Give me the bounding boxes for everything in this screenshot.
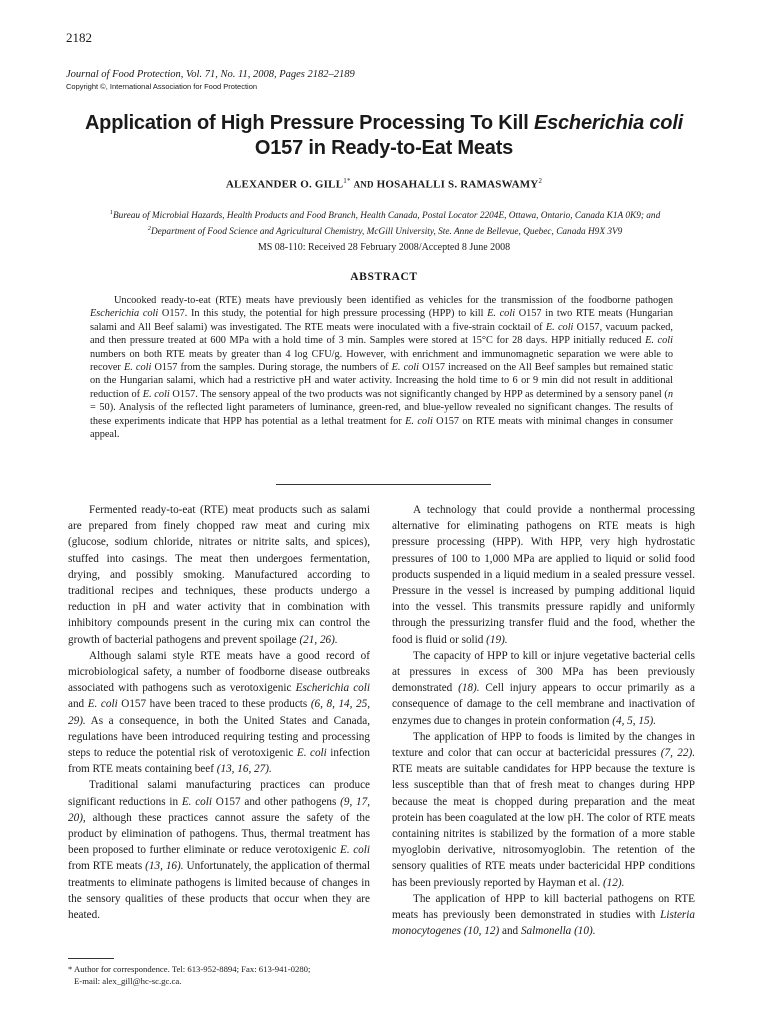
paragraph-text: Fermented ready-to-eat (RTE) meat products such as salami are prepared from finely chopped raw meat and curing mix (glucose, sodium chloride, nitrates or nitrite salts, and spices), stuffed into casings. The meat then undergoes fermentation, drying, and possibly smoking. Manufactured according to traditional recipes and techniques, these products undergo a reduction in pH and water activity that in combination with inhibitory compounds present in the curing mix can control the growth of bacterial pathogens and prevent spoilage [68,504,370,646]
copyright-line: Copyright ©, International Association for Food Protection [66,82,258,91]
italic-term: Salmonella [520,925,572,938]
author-2: HOSAHALLI S. RAMASWAMY [376,178,539,191]
paragraph-text: and [499,925,521,938]
author-2-marker: 2 [538,177,543,185]
paragraph-text: infection from RTE meats containing beef [68,747,370,776]
abstract-segment: O157 on RTE meats with minimal changes in consumer appeal. [90,415,673,441]
paragraph-text: Although salami style RTE meats have a good record of microbiological safety, a number of foodborne disease outbreaks associated with pathogens such as verotoxigenic [68,649,370,695]
italic-term: E. coli [87,698,118,711]
paragraph-text: from RTE meats [68,860,146,873]
section-divider [276,484,491,485]
paragraph-text: RTE meats are suitable candidates for HPP because the texture is less susceptible than that of fresh meat to changes during HPP because the meat is chopped during preparation and the meat protein has been coagulated at the low pH. The color of RTE meats containing nitrites is stabilized by the formation of a more stable myoglobin derivative, nitrosomyoglobin. The retention of the sensory qualities of RTE meats under bactericidal HPP conditions has been previously reported by Hayman et al. [392,763,695,889]
title-italic: Escherichia coli [533,112,684,134]
abstract-segment: O157, vacuum packed, and then pressure treated at 600 MPa with a hold time of 3 min. Samples were stored at 15°C for 28 days. HPP initially reduced [90,321,673,347]
abstract-italic: E. coli [405,415,433,427]
citation-ref: (12). [602,876,625,889]
paragraph-text: O157 and other pathogens [211,795,341,808]
footnote-divider [68,958,114,959]
journal-citation: Journal of Food Protection, Vol. 71, No. 11, 2008, Pages 2182–2189 [66,69,355,80]
paragraph-text: Unfortunately, the application of thermal treatments to eliminate pathogens is limited because of changes in the sensory qualities of these products that occur when they are heated. [68,860,370,922]
citation-ref: (7, 22). [660,747,696,760]
title-part-2: O157 in Ready-to-Eat Meats [254,137,514,159]
abstract-segment: O157. The sensory appeal of the two products was not significantly changed by HPP as determined by a sensory panel ( [169,388,668,400]
abstract-italic: Escherichia coli [90,308,159,320]
author-conjunction: AND [353,179,374,190]
affiliation-2-marker: 2 [147,224,151,232]
body-paragraph [68,502,370,648]
citation-ref: (18). [458,682,480,695]
citation-ref: (10). [574,925,596,938]
citation-ref: (4, 5, 15). [612,714,657,727]
paragraph-text: A technology that could provide a nonthermal processing alternative for eliminating pathogens on RTE meats is high pressure processing (HPP). With HPP, very high hydrostatic pressures of 100 to 1,000 MPa are applied to liquid or solid food products suspended in a liquid medium in a sealed pressure vessel. Pressure in the vessel is increased by pumping additional liquid into the vessel. This transmits pressure rapidly and uniformly through the pressurizing transfer fluid and the food, whether the food is fluid or solid [392,504,695,646]
title-part-1: Application of High Pressure Processing To Kill [84,112,534,134]
page-number: 2182 [66,30,92,45]
abstract-segment: numbers on both RTE meats by greater than 4 log CFU/g. However, with enrichment and immunomagnetic separation we were able to recover [90,348,673,374]
italic-term: E. coli [296,747,327,760]
correspondence-footnote [68,963,370,988]
abstract-segment: O157 from the samples. During storage, the numbers of [151,362,392,374]
author-1-marker: 1* [343,177,351,185]
citation-ref: (13, 16, 27). [216,763,272,776]
paragraph-text: and [68,698,88,711]
citation-ref: (9, 17, 20), [68,795,370,824]
affiliations [90,207,680,238]
citation-ref: (19). [486,633,508,646]
abstract-segment: = 50). Analysis of the reflected light parameters of luminance, green-red, and blue-yellow revealed no significant changes. The results of these experiments indicate that HPP has potential as a lethal treatment for [90,402,673,427]
body-column-left [68,502,370,923]
body-paragraph [392,729,695,891]
abstract-segment: O157 increased on the All Beef samples but remained static on the Hungarian salami, which had a restrictive pH and water activity. Increasing the hold time to 6 or 9 min did not result in additional reduction of [90,362,673,400]
italic-term: E. coli [340,844,370,857]
citation-ref: (10, 12) [463,925,500,938]
affiliation-2: Department of Food Science and Agricultural Chemistry, McGill University, Ste. Anne de Bellevue, Quebec, Canada H9X 3V9 [150,226,623,237]
article-title [40,111,728,161]
manuscript-dates: MS 08-110: Received 28 February 2008/Accepted 8 June 2008 [257,242,511,253]
body-paragraph [392,502,695,648]
paragraph-text: Traditional salami manufacturing practices can produce significant reductions in [68,779,370,808]
abstract-italic: E. coli [142,388,170,400]
italic-term: E. coli [181,795,212,808]
paragraph-text: The capacity of HPP to kill or injure vegetative bacterial cells at pressures in excess of 300 MPa has been previously demonstrated [392,649,695,695]
citation-ref: (21, 26). [299,633,338,646]
abstract-segment: O157 in two RTE meats (Hungarian salami and All Beef salami) was investigated. The RTE meats were inoculated with a five-strain cocktail of [90,308,673,333]
paragraph-text: The application of HPP to foods is limited by the changes in texture and color that can occur at bactericidal pressures [392,730,695,760]
paragraph-text: Cell injury appears to occur primarily as a consequence of damage to the cell membrane and inactivation of enzymes due to changes in protein conformation [392,682,695,727]
author-1: ALEXANDER O. GILL [225,178,344,191]
abstract-italic: E. coli [123,362,152,374]
abstract-italic: E. coli [391,362,420,374]
abstract-italic: E. coli [487,308,516,320]
paragraph-text: As a consequence, in both the United States and Canada, regulations have been introduced requiring testing and processing steps to reduce the potential risk of verotoxigenic [68,714,370,760]
paragraph-text: O157 have been traced to these products [117,698,311,711]
paragraph-text: although these practices cannot assure the safety of the product by elimination of pathogens. Thus, thermal treatment has been proposed to further eliminate or reduce verotoxigenic [68,811,370,857]
author-line [40,177,728,191]
abstract-segment: Uncooked ready-to-eat (RTE) meats have previously been identified as vehicles for the transmission of the foodborne pathogen [114,295,673,306]
abstract-italic: n [667,388,673,400]
abstract-text [90,294,673,441]
italic-term: Listeria monocytogenes [392,909,695,938]
paragraph-text: The application of HPP to kill bacterial pathogens on RTE meats has previously been demonstrated in studies with [392,892,695,922]
body-paragraph [392,648,695,729]
affiliation-conjunction: and [646,211,661,222]
body-column-right [392,502,695,939]
abstract-italic: E. coli [545,321,574,333]
affiliation-1-marker: 1 [109,209,113,216]
footnote-line-2: E-mail: alex_gill@hc-sc.gc.ca. [74,976,182,987]
abstract-italic: E. coli [645,335,673,347]
affiliation-1: Bureau of Microbial Hazards, Health Products and Food Branch, Health Canada, Postal Locator 2204E, Ottawa, Ontario, Canada K1A 0K9; [113,211,644,222]
footnote-line-1: * Author for correspondence. Tel: 613-952-8894; Fax: 613-941-0280; [68,964,311,974]
citation-ref: (6, 8, 14, 25, 29). [68,698,370,727]
citation-ref: (13, 16). [145,860,184,873]
body-paragraph [68,648,370,778]
italic-term: Escherichia coli [295,682,370,695]
body-paragraph [392,891,695,940]
body-paragraph [68,777,370,923]
abstract-heading: ABSTRACT [350,271,418,283]
abstract-segment: O157. In this study, the potential for high pressure processing (HPP) to kill [158,308,488,320]
